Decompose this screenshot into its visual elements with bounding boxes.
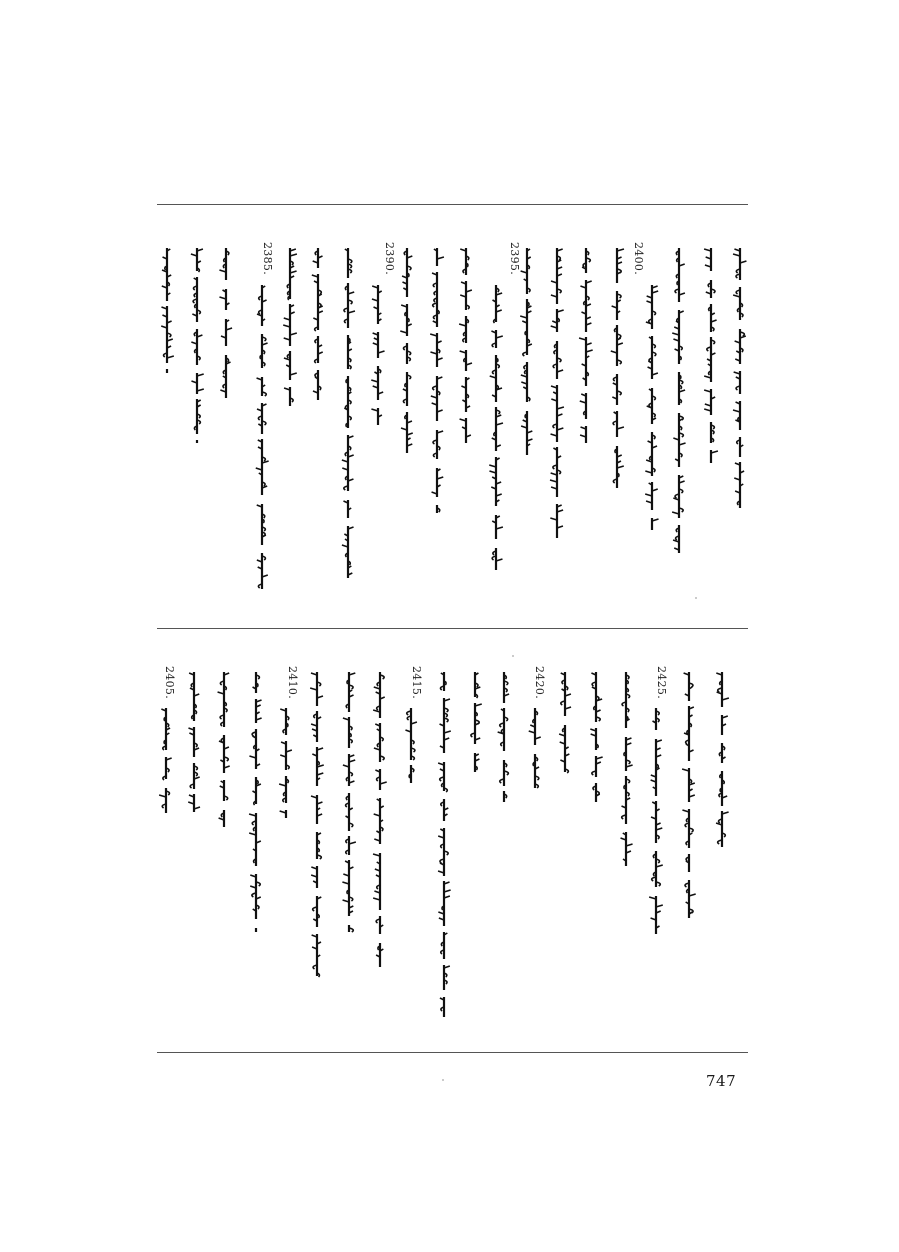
script-column bbox=[248, 672, 264, 932]
script-column bbox=[158, 708, 174, 813]
line-number-2415: 2415. bbox=[410, 666, 423, 699]
script-column bbox=[527, 708, 543, 788]
script-column bbox=[519, 248, 535, 456]
script-column bbox=[618, 672, 634, 867]
script-column bbox=[549, 248, 565, 538]
speck bbox=[695, 597, 697, 599]
script-column bbox=[609, 248, 625, 488]
script-column bbox=[278, 708, 294, 818]
script-column bbox=[436, 672, 452, 1017]
script-column bbox=[282, 248, 298, 408]
rule-middle bbox=[157, 628, 748, 629]
script-column bbox=[399, 248, 415, 453]
script-column bbox=[159, 248, 175, 373]
script-column bbox=[254, 285, 270, 590]
line-number-2420: 2420. bbox=[533, 666, 546, 699]
script-column bbox=[309, 672, 325, 977]
script-column bbox=[458, 248, 474, 443]
speck bbox=[442, 1079, 444, 1081]
script-column bbox=[341, 672, 357, 932]
script-column bbox=[644, 285, 660, 530]
script-column bbox=[429, 248, 445, 513]
script-column bbox=[557, 672, 573, 772]
line-number-2410: 2410. bbox=[286, 666, 299, 699]
line-number-2405: 2405. bbox=[163, 666, 176, 699]
script-column bbox=[310, 248, 326, 403]
rule-bottom bbox=[157, 1052, 748, 1053]
script-column bbox=[467, 672, 483, 772]
script-column bbox=[340, 248, 356, 578]
page-number: 747 bbox=[706, 1072, 737, 1090]
line-number-2395: 2395. bbox=[508, 242, 521, 275]
script-column bbox=[681, 672, 697, 922]
script-column bbox=[578, 248, 594, 443]
script-column bbox=[732, 248, 748, 508]
script-column bbox=[714, 672, 730, 847]
line-number-2425: 2425. bbox=[655, 666, 668, 699]
line-number-2385: 2385. bbox=[261, 242, 274, 275]
script-column bbox=[588, 672, 604, 802]
line-number-2400: 2400. bbox=[632, 242, 645, 275]
line-number-2390: 2390. bbox=[383, 242, 396, 275]
rule-top bbox=[157, 204, 748, 205]
script-column bbox=[488, 285, 504, 570]
script-column bbox=[189, 248, 205, 443]
script-column bbox=[218, 248, 234, 398]
script-column bbox=[403, 708, 419, 783]
script-column bbox=[186, 672, 202, 812]
script-column bbox=[703, 248, 719, 463]
script-column bbox=[496, 672, 512, 802]
script-column bbox=[648, 708, 664, 938]
script-column bbox=[216, 672, 232, 827]
speck bbox=[512, 655, 514, 657]
script-column bbox=[372, 672, 388, 967]
script-column bbox=[370, 285, 386, 425]
script-column bbox=[671, 248, 687, 553]
